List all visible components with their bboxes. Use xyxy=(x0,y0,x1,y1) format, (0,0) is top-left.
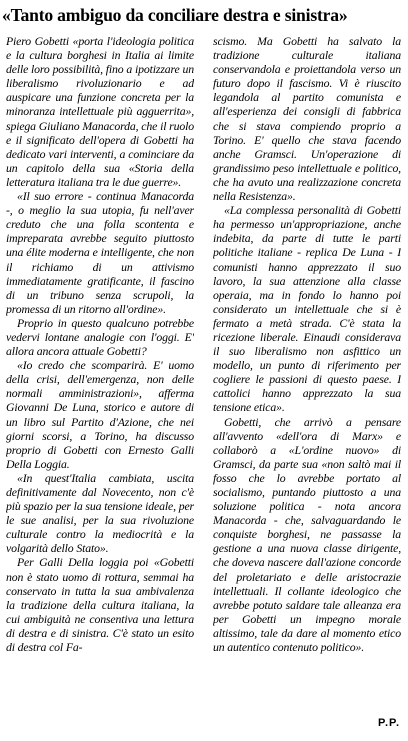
paragraph: Gobetti, che arrivò a pensare all'avvento «dell'ora di Marx» e collaborò a «L'ordine nuovo» di Gramsci, da parte sua «non saltò mai il fosso che lo avrebbe portato al socialismo, puntando piuttosto a una soluzione politica - nota ancora Manacorda - che, salvaguardando le conquiste borghesi, ne passasse la gestione a una nuova classe dirigente, che doveva nascere dall'azione concorde del proletariato e delle aristocrazie intellettuali. Il collante ideologico che avrebbe potuto saldare tale alleanza era per Gobetti un impegno morale altissimo, tale da dare al momento etico un autentico contenuto politico». xyxy=(213,414,401,655)
headline: «Tanto ambiguo da conciliare destra e sinistra» xyxy=(2,5,348,25)
paragraph: Piero Gobetti «porta l'ideologia politica e la cultura borghesi in Italia ai limite delle loro possibilità, fino a ipotizzare un liberalismo rivoluzionario e ad auspicare una funzione concreta per la minoranza intellettuale più agguerrita», spiega Giuliano Manacorda, che il ruolo e il significato dell'opera di Gobetti ha dedicato vari interventi, a cominciare da un capitolo della sua «Storia della letteratura italiana tra le due guerre». xyxy=(6,34,194,189)
paragraph: «In quest'Italia cambiata, uscita definitivamente dal Novecento, non c'è più spazio per la sua tensione ideale, per le sue analisi, per la sua rivoluzione culturale contro la mediocrità e la volgarità dello Stato». xyxy=(6,470,194,556)
paragraph: scismo. Ma Gobetti ha salvato la tradizione culturale italiana conservandola e proiettandola verso un futuro dopo il fascismo. Vi è riuscito legandola al partito comunista e all'esperienza dei consigli di fabbrica che si stava compiendo proprio a Torino. E' quello che stava facendo anche Gramsci. Un'operazione di grandissimo peso intellettuale e politico, che ha avuto una realizzazione concreta nella Resistenza». xyxy=(213,34,401,204)
article-column-right xyxy=(213,34,401,734)
paragraph: «La complessa personalità di Gobetti ha permesso un'appropriazione, anche indebita, da parte di tutte le parti politiche italiane - replica De Luna - I comunisti hanno apprezzato il suo lavoro, la sua attenzione alla classe operaia, ma in fondo lo hanno poi considerato un intellettuale che si è fermato a metà strada. C'è stata la ricezione liberale. Einaudi considerava il suo liberalismo non asfittico un modello, un punto di riferimento per cogliere le passioni di questo paese. I cattolici hanno apprezzato la sua tensione etica». xyxy=(213,203,401,415)
author-signature: P.P. xyxy=(378,717,400,729)
paragraph: Per Galli Della loggia poi «Gobetti non è stato uomo di rottura, semmai ha conservato in tutta la sua ambivalenza la tradizione della cultura italiana, la cui ambiguità ne consentiva una lettura di destra e di sinistra. C'è stato un esito di destra col Fa- xyxy=(6,555,194,655)
paragraph: Proprio in questo qualcuno potrebbe vedervi lontane analogie con l'oggi. E' allora ancora attuale Gobetti? xyxy=(6,315,194,359)
paragraph: «Io credo che scomparirà. E' uomo della crisi, dell'emergenza, non delle normali amministrazioni», afferma Giovanni De Luna, storico e autore di un libro sul Partito d'Azione, che nei giorni scorsi, a Torino, ha discusso proprio di Gobetti con Ernesto Galli Della Loggia. xyxy=(6,358,194,471)
paragraph: «Il suo errore - continua Manacorda -, o meglio la sua utopia, fu nell'aver creduto che una folla scontenta e impreparata avrebbe seguito piuttosto una élite moderna e intelligente, che non il richiamo di un attivismo immediatamente gratificante, il fascino di un tribuno senza scrupoli, la promessa di un ritorno all'ordine». xyxy=(6,189,194,316)
article-column-left xyxy=(6,34,194,734)
